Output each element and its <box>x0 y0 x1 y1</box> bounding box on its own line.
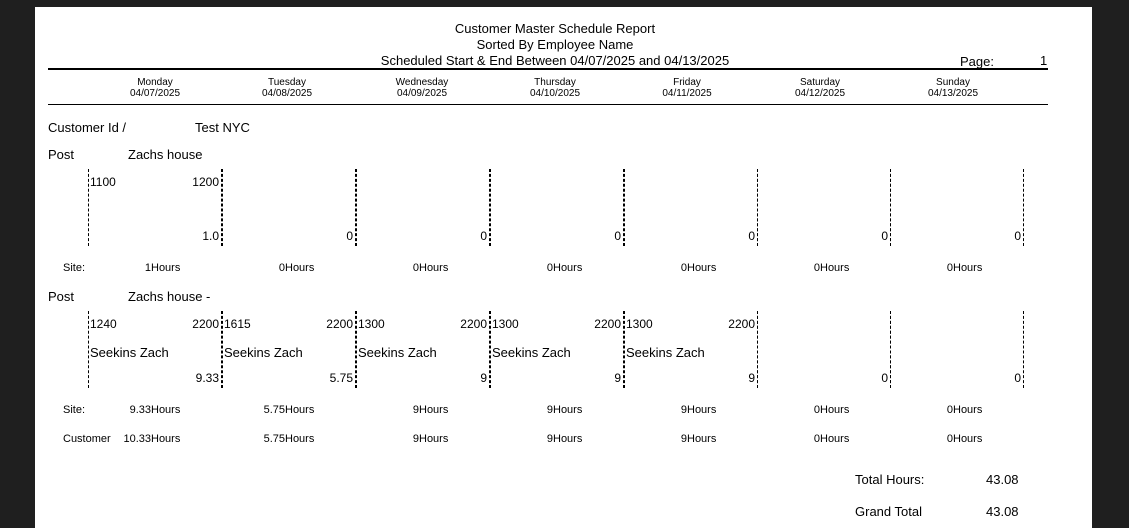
post-label: Post <box>48 289 75 304</box>
customer-name: Test NYC <box>195 120 250 135</box>
shift-employee: Seekins Zach <box>358 345 437 360</box>
shift-employee: Seekins Zach <box>626 345 705 360</box>
shift-divider <box>890 169 891 246</box>
shift-divider <box>757 169 758 246</box>
shift-employee: Seekins Zach <box>224 345 303 360</box>
site-hours-unit: Hours <box>285 404 315 416</box>
day-date: 04/07/2025 <box>129 88 181 99</box>
site-hours-unit: Hours <box>285 262 315 274</box>
shift-employee: Seekins Zach <box>90 345 169 360</box>
shift-end-time: 2200 <box>728 317 755 331</box>
shift-divider <box>222 311 223 388</box>
customer-hours-unit: Hours <box>151 433 181 445</box>
shift-divider <box>88 169 89 246</box>
customer-hours-value: 10.33 <box>123 433 151 445</box>
shift-divider <box>88 311 89 388</box>
day-name: Wednesday <box>395 77 449 88</box>
site-hours-unit: Hours <box>151 262 181 274</box>
day-date: 04/10/2025 <box>529 88 581 99</box>
site-hours-unit: Hours <box>820 262 850 274</box>
site-hours-value: 0 <box>278 262 285 274</box>
shift-divider <box>1023 169 1024 246</box>
site-hours-unit: Hours <box>553 404 583 416</box>
shift-divider <box>624 169 625 246</box>
grand-total-label: Grand Total <box>855 504 922 519</box>
site-hours-value: 0 <box>813 262 820 274</box>
site-hours-value: 0 <box>412 262 419 274</box>
shift-total: 9 <box>480 371 487 385</box>
report-date-range: Scheduled Start & End Between 04/07/2025 and 04/13/2025 <box>380 53 730 68</box>
site-hours-value: 9 <box>680 404 687 416</box>
site-label: Site: <box>63 262 86 274</box>
site-hours-unit: Hours <box>820 404 850 416</box>
day-date: 04/12/2025 <box>794 88 846 99</box>
post-name: Zachs house <box>128 147 203 162</box>
day-name: Friday <box>673 77 701 88</box>
shift-total: 0 <box>480 229 487 243</box>
shift-total: 0 <box>1014 371 1021 385</box>
customer-hours-value: 5.75 <box>263 433 285 445</box>
grand-total-value: 43.08 <box>986 504 1019 519</box>
shift-total: 9 <box>614 371 621 385</box>
total-hours-label: Total Hours: <box>855 472 925 487</box>
shift-start-time: 1300 <box>492 317 519 331</box>
site-hours-value: 0 <box>813 404 820 416</box>
shift-total: 9.33 <box>195 371 219 385</box>
shift-end-time: 1200 <box>192 175 219 189</box>
page-label: Page: <box>960 54 994 69</box>
shift-divider <box>490 311 491 388</box>
shift-total: 0 <box>1014 229 1021 243</box>
day-name: Monday <box>137 77 173 88</box>
shift-start-time: 1615 <box>224 317 251 331</box>
shift-end-time: 2200 <box>460 317 487 331</box>
customer-hours-value: 0 <box>946 433 953 445</box>
shift-divider <box>757 311 758 388</box>
shift-total: 0 <box>881 371 888 385</box>
site-hours-unit: Hours <box>953 262 983 274</box>
shift-start-time: 1300 <box>626 317 653 331</box>
shift-divider <box>356 311 357 388</box>
site-hours-unit: Hours <box>419 404 449 416</box>
site-label: Site: <box>63 404 86 416</box>
report-page <box>35 7 1092 528</box>
shift-divider <box>356 169 357 246</box>
post-name: Zachs house - <box>128 289 211 304</box>
shift-end-time: 2200 <box>192 317 219 331</box>
site-hours-value: 0 <box>946 404 953 416</box>
shift-start-time: 1240 <box>90 317 117 331</box>
customer-id-label: Customer Id / <box>48 120 127 135</box>
shift-total: 0 <box>748 229 755 243</box>
shift-end-time: 2200 <box>594 317 621 331</box>
report-sort-line: Sorted By Employee Name <box>476 37 634 52</box>
day-name: Saturday <box>799 77 841 88</box>
site-hours-value: 5.75 <box>263 404 285 416</box>
shift-end-time: 2200 <box>326 317 353 331</box>
shift-divider <box>490 169 491 246</box>
day-date: 04/13/2025 <box>927 88 979 99</box>
day-date: 04/09/2025 <box>396 88 448 99</box>
shift-total: 0 <box>346 229 353 243</box>
site-hours-value: 9 <box>412 404 419 416</box>
shift-divider <box>1023 311 1024 388</box>
header-rule-bottom <box>48 104 1048 105</box>
shift-divider <box>222 169 223 246</box>
site-hours-unit: Hours <box>151 404 181 416</box>
post-label: Post <box>48 147 75 162</box>
shift-total: 5.75 <box>329 371 353 385</box>
site-hours-unit: Hours <box>419 262 449 274</box>
day-date: 04/08/2025 <box>261 88 313 99</box>
shift-total: 1.0 <box>202 229 219 243</box>
shift-total: 9 <box>748 371 755 385</box>
customer-hours-value: 9 <box>546 433 553 445</box>
day-date: 04/11/2025 <box>662 88 712 99</box>
customer-hours-unit: Hours <box>953 433 983 445</box>
customer-hours-unit: Hours <box>419 433 449 445</box>
shift-start-time: 1300 <box>358 317 385 331</box>
customer-hours-value: 9 <box>412 433 419 445</box>
site-hours-unit: Hours <box>687 404 717 416</box>
site-hours-value: 0 <box>546 262 553 274</box>
total-hours-value: 43.08 <box>986 472 1019 487</box>
page-number: 1 <box>1040 53 1048 68</box>
shift-divider <box>624 311 625 388</box>
day-name: Tuesday <box>268 77 306 88</box>
customer-hours-unit: Hours <box>687 433 717 445</box>
site-hours-value: 0 <box>946 262 953 274</box>
site-hours-unit: Hours <box>553 262 583 274</box>
site-hours-value: 0 <box>680 262 687 274</box>
day-name: Sunday <box>936 77 970 88</box>
shift-divider <box>890 311 891 388</box>
site-hours-value: 1 <box>144 262 151 274</box>
customer-hours-value: 0 <box>813 433 820 445</box>
shift-total: 0 <box>881 229 888 243</box>
site-hours-value: 9 <box>546 404 553 416</box>
customer-hours-unit: Hours <box>553 433 583 445</box>
customer-total-label: Customer <box>63 433 111 445</box>
shift-employee: Seekins Zach <box>492 345 571 360</box>
customer-hours-value: 9 <box>680 433 687 445</box>
site-hours-unit: Hours <box>687 262 717 274</box>
site-hours-unit: Hours <box>953 404 983 416</box>
day-name: Thursday <box>534 77 576 88</box>
customer-hours-unit: Hours <box>285 433 315 445</box>
shift-total: 0 <box>614 229 621 243</box>
shift-start-time: 1100 <box>90 175 116 189</box>
header-rule-top <box>48 68 1048 70</box>
site-hours-value: 9.33 <box>129 404 151 416</box>
customer-hours-unit: Hours <box>820 433 850 445</box>
report-title: Customer Master Schedule Report <box>454 21 656 36</box>
